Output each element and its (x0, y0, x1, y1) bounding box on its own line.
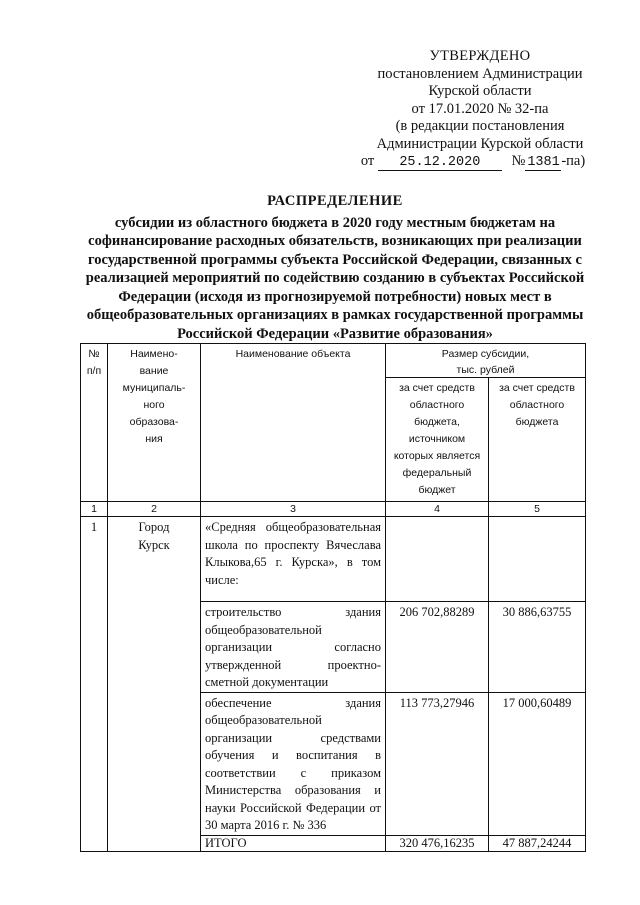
distribution-table (80, 343, 586, 852)
header-text: муниципаль- (122, 382, 186, 394)
column-number: 1 (81, 502, 108, 517)
approval-line-5: Администрации Курской области (376, 135, 584, 152)
header-object (201, 344, 386, 502)
header-subsidy (386, 344, 586, 378)
header-text: которых является (393, 450, 481, 462)
federal-amount: 206 702,88289 (386, 602, 489, 693)
header-text: тыс. рублей (456, 364, 515, 376)
title-line: софинансирование расходных обязательств, возникающих при реализации (88, 233, 582, 249)
header-text: п/п (86, 365, 102, 377)
approval-line-3: от 17.01.2020 № 32-па (411, 100, 549, 117)
approval-line-2: Курской области (428, 83, 532, 99)
column-number: 3 (201, 502, 386, 517)
amendment-date: 25.12.2020 (378, 155, 502, 171)
municipality-cell (108, 517, 201, 852)
header-text: № (88, 348, 100, 360)
municipality-name: Город (138, 520, 170, 534)
header-text: ного (143, 399, 165, 411)
total-label: ИТОГО (201, 835, 386, 851)
total-regional: 47 887,24244 (489, 835, 586, 851)
document-title (50, 192, 620, 343)
column-number: 2 (108, 502, 201, 517)
header-text: за счет средств (399, 382, 475, 394)
header-text: областного (509, 399, 565, 411)
header-text: федеральный (402, 467, 472, 479)
header-text: источником (408, 433, 466, 445)
item-name: обеспечение здания общеобразовательной организации средствами обучения и воспитания в соответствии с приказом Министерства образования и науки Российской Федерации от 30 марта 2016 г. № 336 (201, 692, 386, 835)
title-line: реализацией мероприятий по содействию созданию в субъектах Российской (85, 270, 585, 286)
amendment-date-line (316, 153, 630, 171)
from-label: от (360, 153, 375, 169)
header-municipality (108, 344, 201, 502)
header-text: за счет средств (499, 382, 575, 394)
column-number: 4 (386, 502, 489, 517)
total-federal: 320 476,16235 (386, 835, 489, 851)
header-text: бюджет (418, 484, 456, 496)
number-label: № (511, 153, 526, 169)
object-name: «Средняя общеобразовательная школа по проспекту Вячеслава Клыкова,65 г. Курска», в том числе: (201, 517, 386, 602)
approval-line-4: (в редакции постановления (395, 118, 565, 134)
empty-cell (489, 517, 586, 602)
header-text: ния (145, 433, 163, 445)
column-number-row (81, 502, 586, 517)
header-text: Наимено- (130, 348, 178, 360)
item-name: строительство здания общеобразовательной организации согласно утвержденной проектно-сметной документации (201, 602, 386, 693)
approval-line-1: постановлением Администрации (377, 65, 583, 82)
municipality-name: Курск (138, 537, 170, 552)
title-line: Российской Федерации «Развитие образования» (177, 325, 493, 342)
header-regional (489, 378, 586, 502)
title-heading: РАСПРЕДЕЛЕНИЕ (267, 193, 403, 209)
header-text: бюджета (515, 416, 559, 428)
header-text: областного (409, 399, 465, 411)
title-line: государственной программы субъекта Российской Федерации, связанных с (88, 251, 582, 268)
header-federal (386, 378, 489, 502)
row-number: 1 (81, 517, 108, 852)
regional-amount: 30 886,63755 (489, 602, 586, 693)
empty-cell (386, 517, 489, 602)
header-text: Размер субсидии, (441, 348, 530, 360)
header-text: образова- (129, 416, 179, 428)
federal-amount: 113 773,27946 (386, 692, 489, 835)
header-text: Наименование объекта (235, 348, 351, 360)
table-row (81, 517, 586, 602)
approval-heading: УТВЕРЖДЕНО (429, 48, 531, 64)
title-line: общеобразовательных организациях в рамках государственной программы (86, 307, 584, 323)
header-number (81, 344, 108, 502)
number-suffix: -па) (561, 153, 586, 169)
header-text: бюджета, (414, 416, 460, 428)
title-line: Федерации (исходя из прогнозируемой потребности) новых мест в (118, 288, 552, 305)
column-number: 5 (489, 502, 586, 517)
amendment-number: 1381 (527, 155, 560, 170)
header-text: вание (139, 365, 169, 377)
approval-block (330, 48, 630, 171)
title-line: субсидии из областного бюджета в 2020 году местным бюджетам на (114, 214, 556, 231)
regional-amount: 17 000,60489 (489, 692, 586, 835)
